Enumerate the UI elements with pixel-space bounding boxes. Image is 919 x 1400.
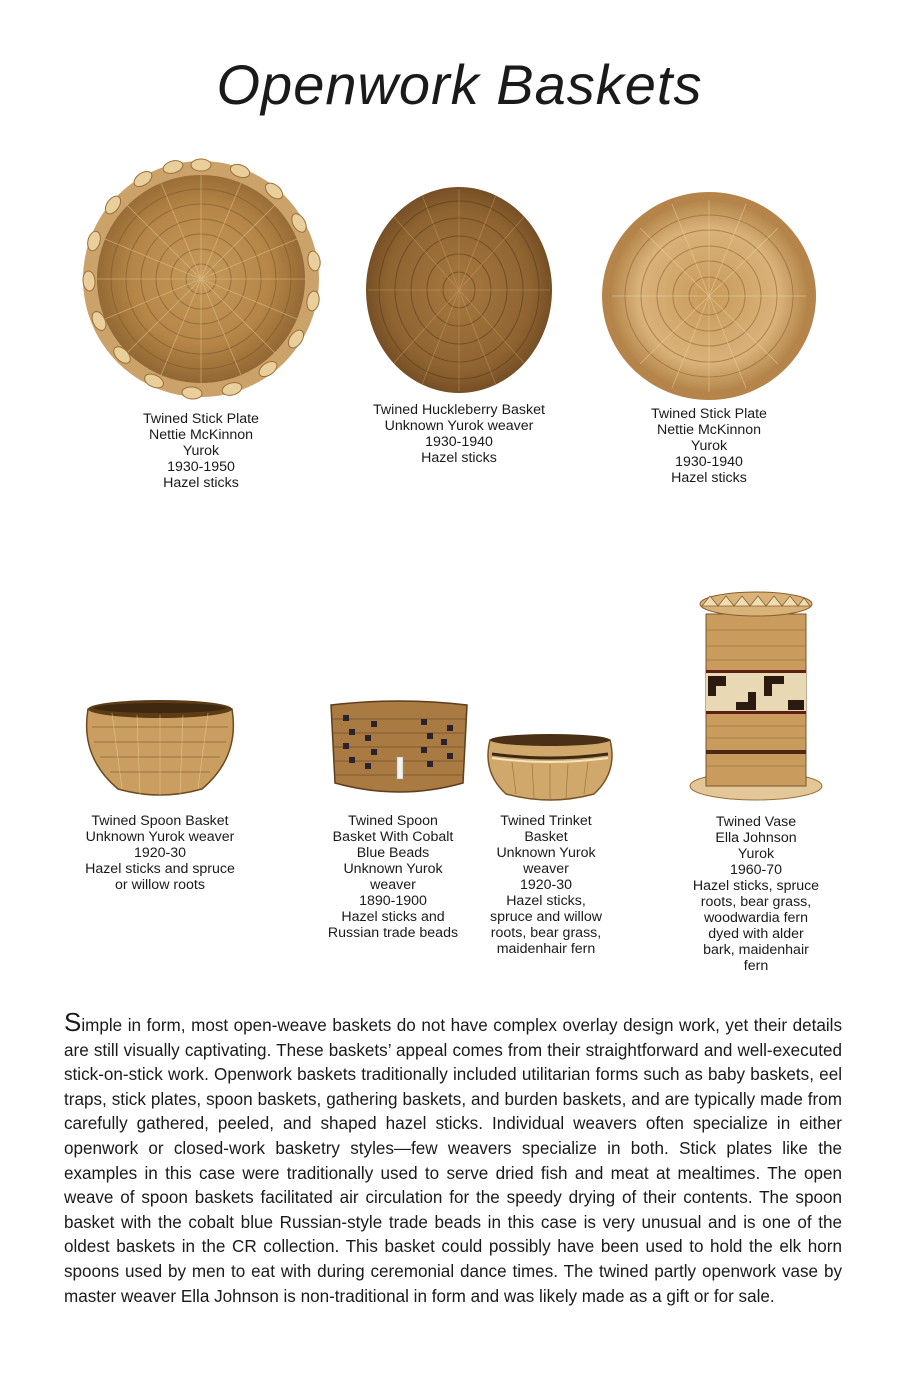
caption-trinket-basket: Twined Trinket Basket Unknown Yurok weaver 1920-30 Hazel sticks, spruce and willow roots, bear grass, maidenhair fern — [490, 813, 602, 957]
caption-twined-vase: Twined Vase Ella Johnson Yurok 1960-70 Hazel sticks, spruce roots, bear grass, woodwardia fern dyed with alder bark, maidenhair fern — [692, 814, 820, 974]
page-title: Openwork Baskets — [216, 53, 703, 116]
caption-huckleberry-basket: Twined Huckleberry Basket Unknown Yurok weaver 1930-1940 Hazel sticks — [373, 402, 545, 466]
caption-stick-plate-2: Twined Stick Plate Nettie McKinnon Yurok 1930-1940 Hazel sticks — [651, 406, 767, 486]
spoon-basket-photo — [82, 697, 238, 797]
description-dropcap: S — [64, 1007, 82, 1037]
twined-vase-photo — [688, 590, 824, 802]
description-text: imple in form, most open-weave baskets do not have complex overlay design work, yet their details are still visually captivating. These baskets’ appeal comes from their straightforward and well-executed stick-on-stick work. Openwork baskets traditionally included utilitarian forms such as baby baskets, eel traps, stick plates, spoon baskets, gathering baskets, and burden baskets, and are typically made from carefully gathered, peeled, and shaped hazel sticks. Individual weavers often specialize in either openwork or closed-work basketry styles—few weavers specialize in both. Stick plates like the examples in this case were traditionally used to serve dried fish and meat at mealtimes. The open weave of spoon baskets facilitated air circulation for the speedy drying of their contents. The spoon basket with the cobalt blue Russian-style trade beads in this case is very unusual and is one of the oldest baskets in the CR collection. This basket could possibly have been used to hold the elk horn spoons used by men to eat with during ceremonial dance times. The twined partly openwork vase by master weaver Ella Johnson is non-traditional in form and was likely made as a gift or for sale. — [64, 1016, 842, 1306]
stick-plate-photo-1 — [80, 155, 322, 403]
cobalt-bead-basket-photo — [325, 697, 473, 799]
huckleberry-basket-photo — [364, 185, 554, 395]
description-paragraph — [64, 1007, 842, 1309]
caption-cobalt-bead-basket: Twined Spoon Basket With Cobalt Blue Beads Unknown Yurok weaver 1890-1900 Hazel sticks and Russian trade beads — [327, 813, 459, 941]
caption-stick-plate-1: Twined Stick Plate Nettie McKinnon Yurok 1930-1950 Hazel sticks — [143, 411, 259, 491]
caption-spoon-basket: Twined Spoon Basket Unknown Yurok weaver 1920-30 Hazel sticks and spruce or willow roots — [85, 813, 235, 893]
stick-plate-photo-2 — [600, 190, 818, 402]
trinket-basket-photo — [482, 732, 618, 802]
